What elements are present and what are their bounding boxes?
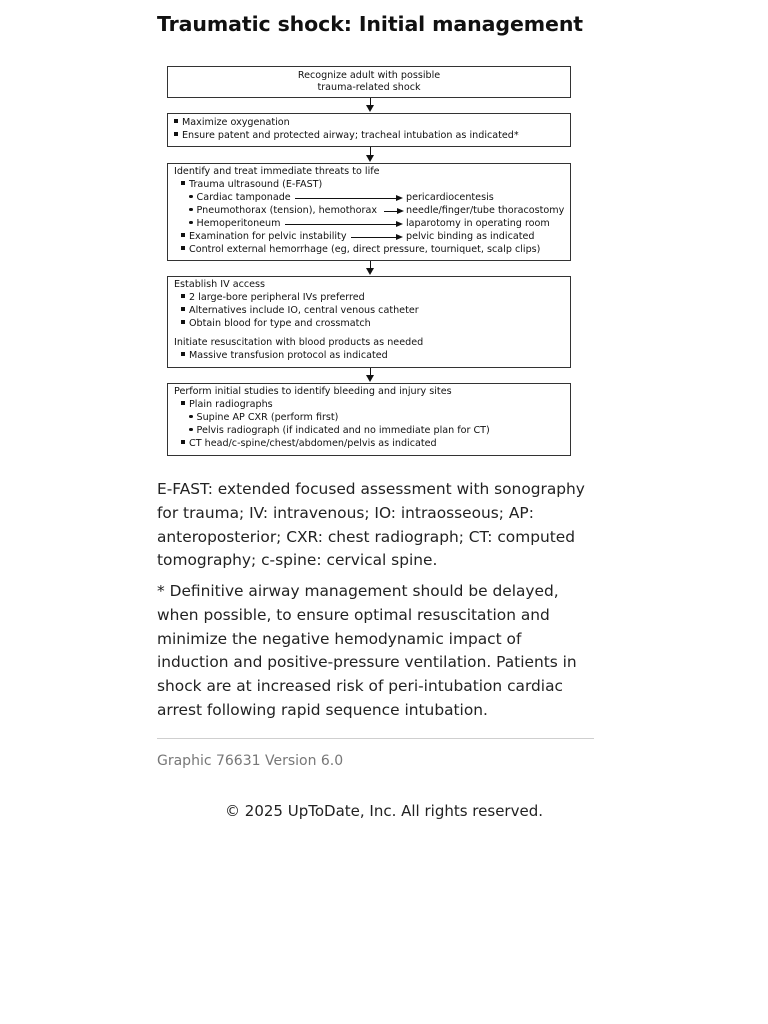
box3-result-pericardiocentesis: pericardiocentesis [406,192,494,203]
box4-heading: Establish IV access [174,279,266,290]
box3-result-thoracostomy: needle/finger/tube thoracostomy [406,205,565,216]
box4-item-large-bore: 2 large-bore peripheral IVs preferred [181,292,365,305]
box-recognize-shock [167,66,571,98]
box3-sub-tamponade: Cardiac tamponade [189,192,291,205]
box2-item-airway: Ensure patent and protected airway; tracheal intubation as indicated* [174,130,519,143]
box4-heading-resuscitation: Initiate resuscitation with blood products as needed [174,337,424,348]
box4-item-crossmatch: Obtain blood for type and crossmatch [181,318,371,331]
box-airway [167,113,571,147]
divider [157,738,594,739]
box3-result-laparotomy: laparotomy in operating room [406,218,550,229]
box-iv-access [167,276,571,368]
graphic-version: Graphic 76631 Version 6.0 [157,753,344,769]
box2-item-oxygenation: Maximize oxygenation [174,117,290,130]
box-immediate-threats [167,163,571,261]
box4-item-transfusion: Massive transfusion protocol as indicated [181,350,388,363]
box5-heading: Perform initial studies to identify bleeding and injury sites [174,386,452,397]
page-title: Traumatic shock: Initial management [157,12,584,36]
box3-sub-pneumothorax: Pneumothorax (tension), hemothorax [189,205,377,218]
box3-item-efast: Trauma ultrasound (E-FAST) [181,179,322,192]
footnote-text: * Definitive airway management should be delayed, when possible, to ensure optimal resuscitation and minimize the negative hemodynamic impact of induction and positive-pressure ventilation. Patients in shock are at increased risk of peri-intubation cardiac arrest following rapid sequence intubation. [157,582,577,719]
box-initial-studies [167,383,571,456]
box3-item-pelvic: Examination for pelvic instability [181,231,347,244]
box3-result-pelvic-binding: pelvic binding as indicated [406,231,535,242]
box3-heading: Identify and treat immediate threats to life [174,166,380,177]
box3-sub-hemoperitoneum: Hemoperitoneum [189,218,280,231]
box5-sub-cxr: Supine AP CXR (perform first) [189,412,338,425]
box5-sub-pelvis: Pelvis radiograph (if indicated and no immediate plan for CT) [189,425,490,438]
box5-item-radiographs: Plain radiographs [181,399,273,412]
abbreviations-text: E-FAST: extended focused assessment with sonography for trauma; IV: intravenous; IO: intraosseous; AP: anteroposterior; CXR: chest radiograph; CT: computed tomography; c-spine: cervical spine. [157,480,585,570]
box1-line1: Recognize adult with possible [297,70,441,81]
box5-item-ct: CT head/c-spine/chest/abdomen/pelvis as indicated [181,438,437,451]
copyright: © 2025 UpToDate, Inc. All rights reserved. [225,802,543,820]
flowchart [165,64,573,458]
box1-line2: trauma-related shock [317,82,421,93]
box4-item-alternatives: Alternatives include IO, central venous catheter [181,305,419,318]
box3-item-hemorrhage: Control external hemorrhage (eg, direct pressure, tourniquet, scalp clips) [181,244,540,257]
